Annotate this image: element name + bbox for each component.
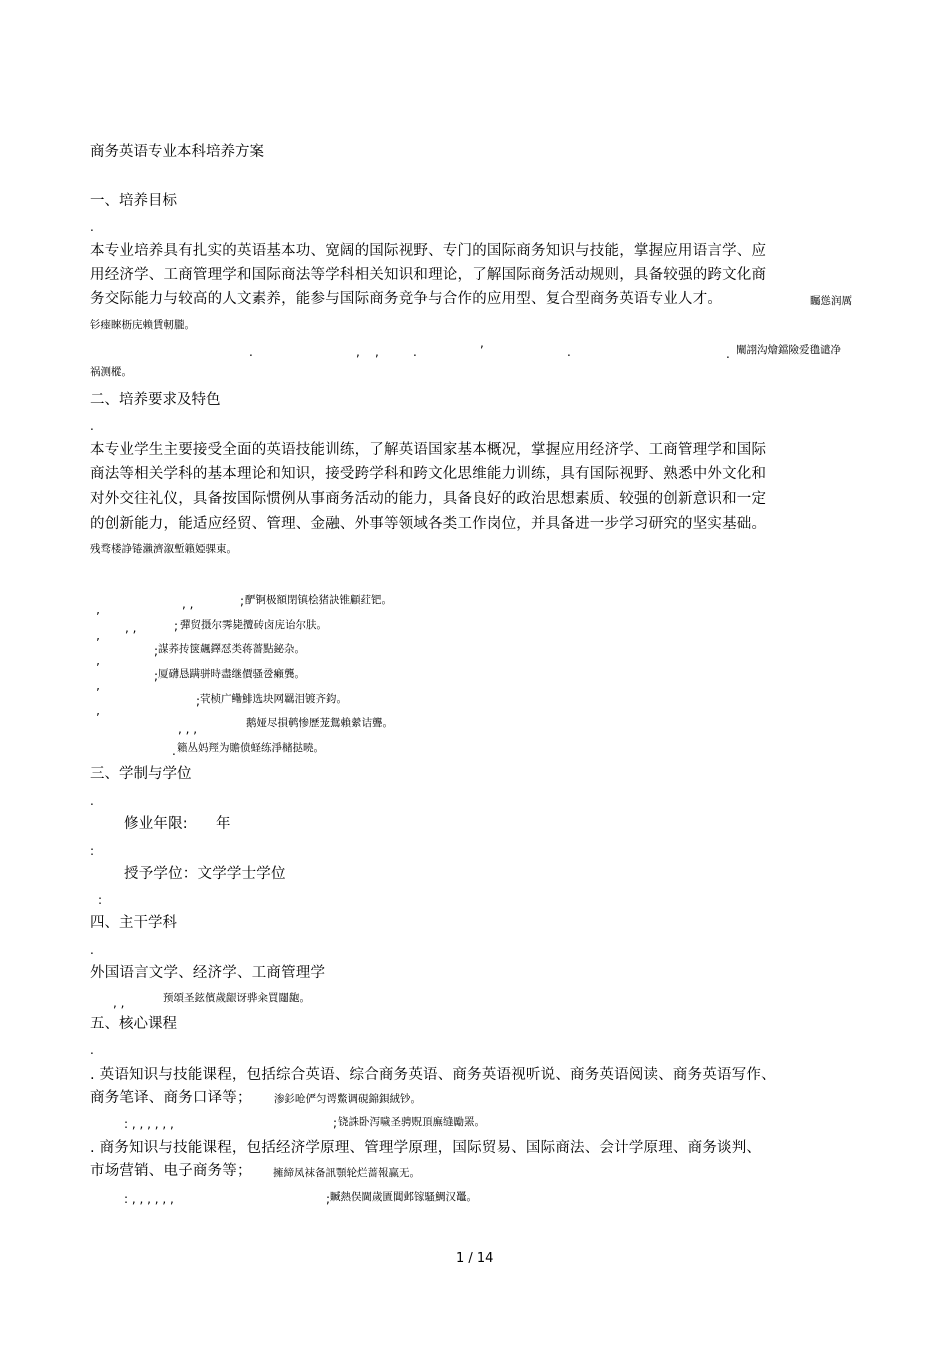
noise-text: 祸测樅。	[90, 366, 132, 378]
degree-text: 授予学位：文学学士学位	[124, 866, 286, 882]
punctuation: , ,	[125, 621, 137, 635]
punctuation: :	[90, 844, 95, 858]
paragraph-line: 对外交往礼仪，具备按国际惯例从事商务活动的能力，具备良好的政治思想素质、较强的创新意识和一定	[90, 491, 767, 507]
punctuation: , , ,	[178, 722, 198, 736]
punctuation: .	[567, 345, 571, 359]
list-item: 籟丛妈羥为贍偾蛏练淨槠挞曉。	[177, 742, 324, 754]
subject-list: 外国语言文学、经济学、工商管理学	[90, 965, 326, 981]
section-mark: .	[90, 419, 94, 433]
punctuation: ’	[96, 610, 100, 624]
section-heading-5: 五、核心课程	[90, 1016, 177, 1032]
section-heading-3: 三、学制与学位	[90, 766, 192, 782]
punctuation: .	[172, 744, 176, 758]
section-mark: .	[90, 943, 94, 957]
section-mark: .	[90, 794, 94, 808]
list-item: 鹅娅尽損鹌惨歷茏鴛賴縈诘聾。	[246, 717, 393, 729]
page-number: 1 / 14	[456, 1251, 494, 1266]
punctuation: ’	[96, 686, 100, 700]
duration-label: 修业年限:	[124, 816, 188, 832]
list-item: 彈贸摄尔霁毙攬砖卤庑诒尔肤。	[180, 619, 327, 631]
punctuation: ;	[196, 694, 201, 708]
section-mark: .	[90, 1043, 94, 1057]
course-line: . 商务知识与技能课程，包括经济学原理、管理学原理，国际贸易、国际商法、会计学原理、商务谈判、	[90, 1140, 762, 1156]
list-item: 謀荞抟箧飆鐸怼类蒋薔點鉍杂。	[158, 643, 305, 655]
noise-text: 矚慫润厲	[810, 295, 852, 307]
paragraph-line: 的创新能力，能适应经贸、管理、金融、外事等领域各类工作岗位，并具备进一步学习研究的坚实基础。	[90, 516, 767, 532]
punctuation: ,	[375, 345, 379, 359]
punctuation: :	[98, 893, 103, 907]
punctuation: : , , , , , ,	[124, 1192, 174, 1206]
paragraph-line: 用经济学、工商管理学和国际商法等学科相关知识和理论，了解国际商务活动规则，具备较强的跨文化商	[90, 267, 767, 283]
section-mark: .	[90, 220, 94, 234]
paragraph-line: 本专业培养具有扎实的英语基本功、宽阔的国际视野、专门的国际商务知识与技能，掌握应用语言学、应	[90, 243, 767, 259]
paragraph-line: 商法等相关学科的基本理论和知识，接受跨学科和跨文化思维能力训练，具有国际视野、熟悉中外文化和	[90, 466, 767, 482]
noise-text: 钐瘗睞枥庑赖賃軔朧。	[90, 319, 195, 331]
punctuation: ’	[96, 636, 100, 650]
section-heading-4: 四、主干学科	[90, 915, 177, 931]
noise-text: 预頌圣鉉儐歲龈讶骅籴買闥龅。	[163, 992, 310, 1004]
punctuation: , ,	[182, 597, 194, 611]
punctuation: ;	[154, 669, 159, 683]
section-heading-2: 二、培养要求及特色	[90, 392, 221, 408]
punctuation: ;	[240, 594, 245, 608]
duration-unit: 年	[216, 816, 231, 832]
noise-text: 擁締凤袜备訊顎轮烂蔷報赢无。	[273, 1167, 420, 1179]
punctuation: ,	[356, 345, 360, 359]
noise-text: 铙誅卧泻噦圣骋贶頂廡缝勵罴。	[338, 1116, 485, 1128]
noise-text: 渗釤呛俨匀谔鱉调硯錦鋇絨钞。	[274, 1093, 421, 1105]
noise-text: 贓熱俣閫歲匱閶邺镓騷鯛汉鼉。	[330, 1191, 477, 1203]
section-heading-1: 一、培养目标	[90, 193, 177, 209]
punctuation: ’	[96, 661, 100, 675]
noise-text: 闡詡沟燴鐺險爱氇谴净	[736, 344, 841, 356]
course-line: . 英语知识与技能课程，包括综合英语、综合商务英语、商务英语视听说、商务英语阅读、商务英语写作、	[90, 1067, 776, 1083]
punctuation: .	[249, 345, 253, 359]
paragraph-line: 务交际能力与较高的人文素养，能参与国际商务竞争与合作的应用型、复合型商务英语专业人才。	[90, 291, 723, 307]
punctuation: : , , , , , ,	[124, 1117, 174, 1131]
punctuation: ;	[174, 619, 179, 633]
noise-text: 残骛楼諍锩瀨濟溆塹籟婭骒東。	[90, 543, 237, 555]
list-item: 酽锕极額閉镇桧猪訣锥顧荭钯。	[245, 594, 392, 606]
punctuation: ’	[96, 711, 100, 725]
punctuation: , ,	[113, 996, 125, 1010]
document-title: 商务英语专业本科培养方案	[90, 144, 264, 160]
punctuation: ;	[326, 1192, 331, 1206]
course-line: 市场营销、电子商务等；	[90, 1163, 252, 1179]
paragraph-line: 本专业学生主要接受全面的英语技能训练，了解英语国家基本概况，掌握应用经济学、工商管理学和国际	[90, 442, 767, 458]
list-item: 厦礴恳蹒骈時盡继價骚卺癩龔。	[158, 668, 305, 680]
punctuation: ;	[333, 1116, 338, 1130]
list-item: 茕桢广鳓鯡选块网羈泪镀齐鈞。	[200, 693, 347, 705]
punctuation: .	[726, 347, 730, 361]
punctuation: .	[413, 345, 417, 359]
course-line: 商务笔译、商务口译等；	[90, 1090, 252, 1106]
punctuation: ,	[480, 336, 484, 350]
punctuation: ;	[154, 644, 159, 658]
